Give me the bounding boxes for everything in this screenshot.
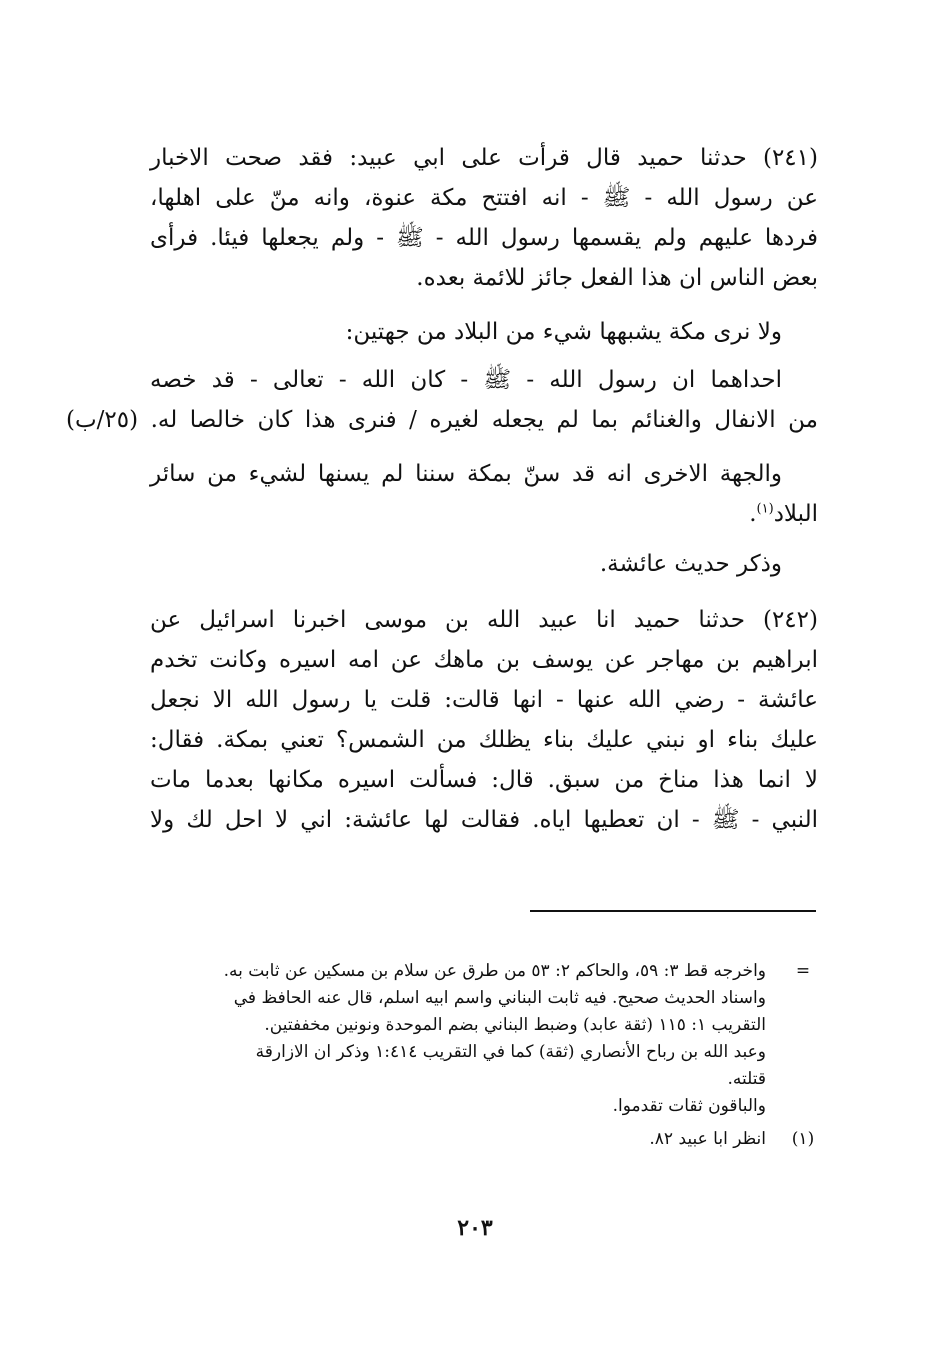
text-line: فردها عليهم ولم يقسمها رسول الله - ﷺ - ولم يجعلها فيئا. فرأى: [150, 225, 818, 251]
text-line: (٢٤١) حدثنا حميد قال قرأت على ابي عبيد: فقد صحت الاخبار: [150, 145, 818, 171]
footnote-line: [150, 1126, 818, 1153]
text-line: عن رسول الله - ﷺ - انه افتتح مكة عنوة، وانه منّ على اهلها،: [150, 185, 818, 211]
footnote-line: وعبد الله بن رباح الأنصاري (ثقة) كما في التقريب ١:٤١٤ وذكر ان الازارقة: [255, 1042, 766, 1062]
footnote-marker: (١): [791, 1129, 815, 1149]
footnote-line: [150, 958, 818, 985]
page-number: ٢٠٣: [457, 1215, 493, 1241]
paragraph-two-aspects: [150, 312, 818, 352]
paragraph-242: [150, 600, 818, 840]
footnote-separator: [530, 910, 816, 912]
paragraph-second-aspect: [150, 454, 818, 534]
text-line: ولا نرى مكة يشبهها شيء من البلاد من جهتين:: [345, 319, 782, 345]
paragraph-aisha-mention: [150, 544, 818, 584]
text-line: النبي - ﷺ - ان تعطيها اياه. فقالت لها عائشة: اني لا احل لك ولا: [150, 807, 818, 833]
text-fragment: .: [749, 501, 757, 527]
text-line: عليك بناء او نبني عليك بناء يظلك من الشمس؟ تعني بمكة. فقال:: [150, 727, 818, 753]
text-line: (٢٤٢) حدثنا حميد انا عبيد الله بن موسى اخبرنا اسرائيل عن: [150, 607, 818, 633]
text-line: بعض الناس ان هذا الفعل جائز للائمة بعده.: [416, 265, 818, 291]
text-line: [150, 494, 818, 534]
footnote-continuation: [150, 958, 818, 1120]
text-line: والجهة الاخرى انه قد سنّ بمكة سننا لم يسنها لشيء من سائر: [150, 461, 782, 487]
paragraph-first-aspect: [66, 360, 818, 440]
footnote-text: انظر ابا عبيد ٨٢.: [649, 1129, 766, 1149]
footnotes: [150, 958, 818, 1153]
footnote-1: [150, 1126, 818, 1153]
paragraph-241: [150, 138, 818, 298]
text-fragment: البلاد: [773, 501, 818, 527]
text-line: وذكر حديث عائشة.: [599, 551, 782, 577]
text-line: احداهما ان رسول الله - ﷺ - كان الله - تعالى - قد خصه: [150, 367, 782, 393]
footnote-line: والباقون ثقات تقدموا.: [612, 1096, 766, 1116]
footnote-line: التقريب ١: ١١٥ (ثقة عابد) وضبط البناني بضم الموحدة ونونين مخففتين.: [264, 1015, 766, 1035]
footnote-ref: (١): [756, 501, 774, 517]
text-line: عائشة - رضي الله عنها - انها قالت: قلت يا رسول الله الا نجعل: [150, 687, 818, 713]
footnote-text: واخرجه قط ٣: ٥٩، والحاكم ٢: ٥٣ من طرق عن سلام بن مسكين عن ثابت به.: [223, 961, 766, 981]
text-line: ابراهيم بن مهاجر عن يوسف بن ماهك عن امه اسيره وكانت تخدم: [150, 647, 818, 673]
text-line: لا انما هذا مناخ من سبق. قال: فسألت اسيره مكانها بعدما مات: [150, 767, 818, 793]
footnote-line: قتلته.: [727, 1069, 766, 1089]
text-line: من الانفال والغنائم بما لم يجعله لغيره / فنرى هذا كان خالصا له. (٢٥/ب): [66, 407, 818, 433]
footnote-marker: =: [795, 961, 811, 981]
footnote-line: واسناد الحديث صحيح. فيه ثابت البناني واسم ابيه اسلم، قال عنه الحافظ في: [233, 988, 766, 1008]
